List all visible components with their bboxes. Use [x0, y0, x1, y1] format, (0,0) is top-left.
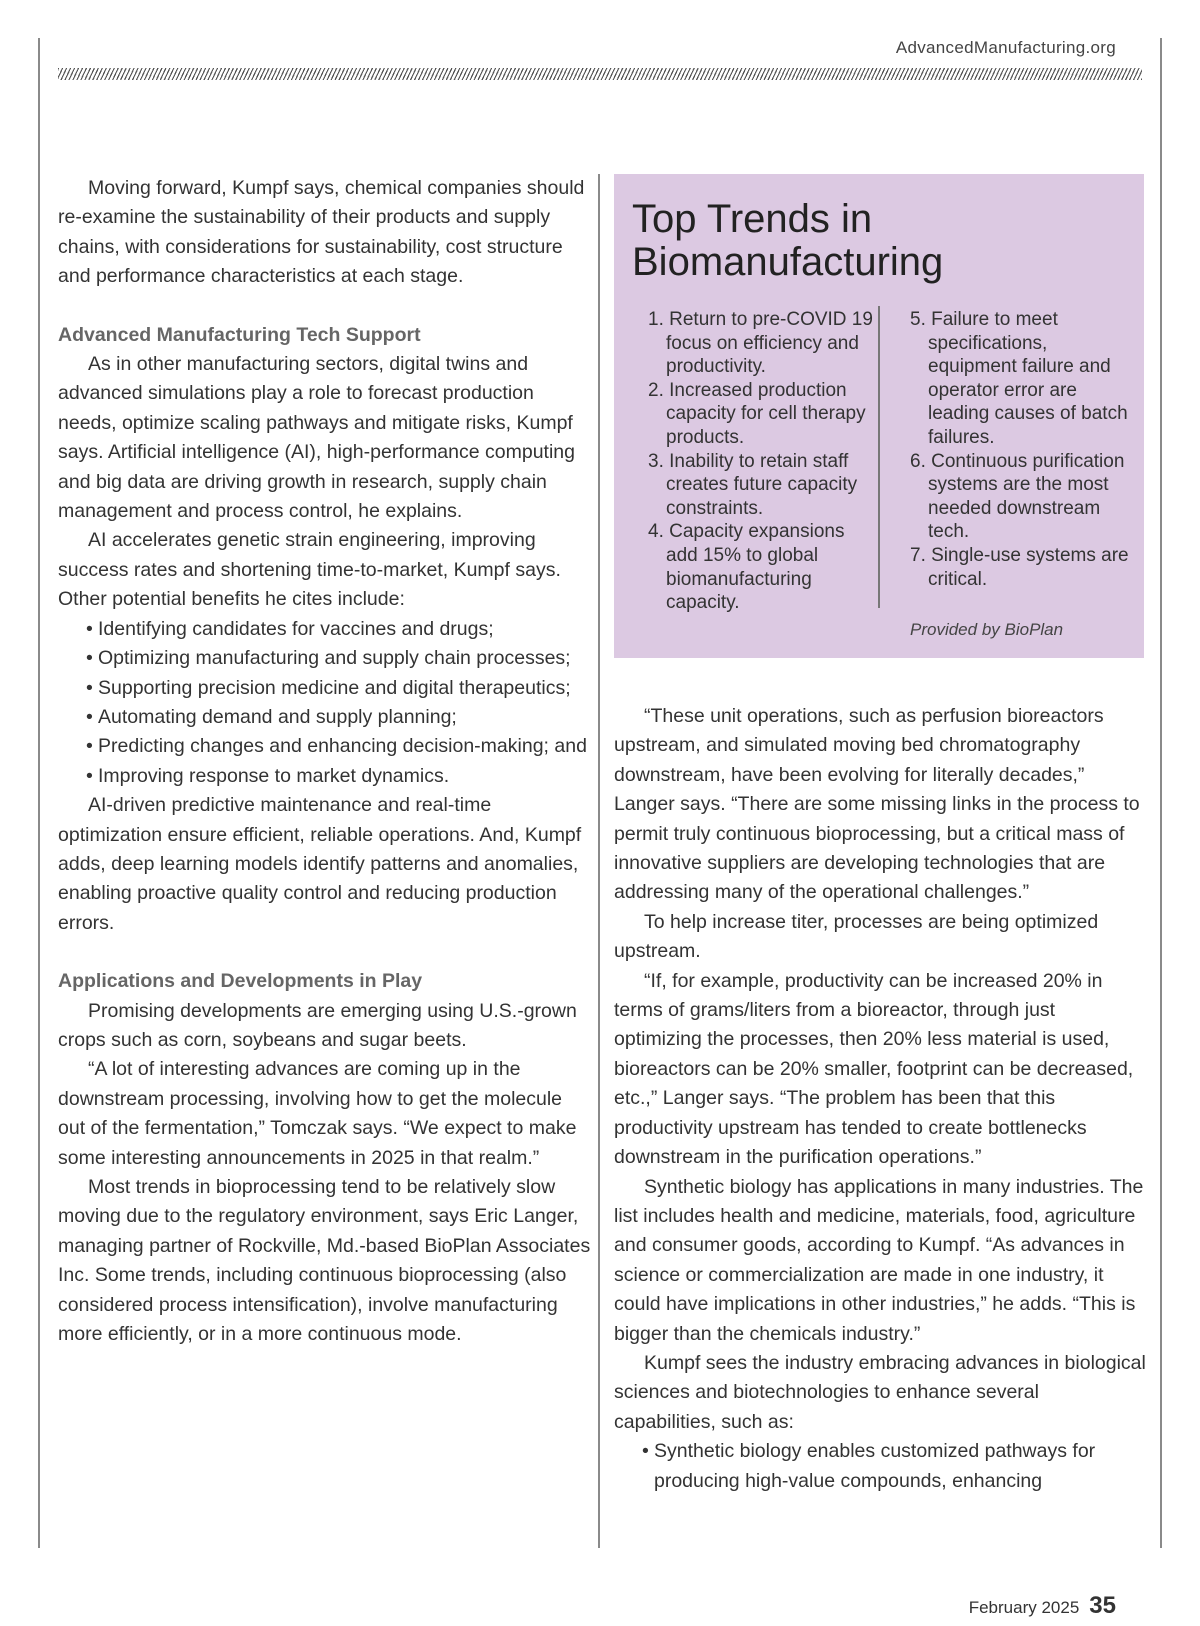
trends-divider	[878, 306, 880, 608]
trends-list-left	[648, 308, 876, 615]
trend-item: 1. Return to pre-COVID 19 focus on efficiency and productivity.	[648, 309, 873, 378]
list-item: • Predicting changes and enhancing decision-making; and	[58, 732, 593, 761]
paragraph: “A lot of interesting advances are coming up in the downstream processing, involving how to get the molecule out of the fermentation,” Tomczak says. “We expect to make some interesting announcements in 2025 in that realm.”	[58, 1058, 577, 1169]
left-column	[58, 174, 593, 1349]
trend-item: 2. Increased production capacity for cell therapy products.	[648, 379, 866, 448]
paragraph: “These unit operations, such as perfusion bioreactors upstream, and simulated moving bed chromatography downstream, have been evolving for literally decades,” Langer says. “There are some missing links in the process to permit truly continuous bioprocessing, but a critical mass of innovative suppliers are developing technologies that are addressing many of the operational challenges.”	[614, 705, 1140, 904]
paragraph: “If, for example, productivity can be increased 20% in terms of grams/liters from a bioreactor, through just optimizing the processes, then 20% less material is used, bioreactors can be 20% smaller, footprint can be decreased, etc.,” Langer says. “The problem has been that this productivity upstream has tended to create bottlenecks downstream in the purification operations.”	[614, 969, 1134, 1169]
benefits-list	[58, 615, 593, 791]
right-margin-rule	[1160, 38, 1162, 1548]
section-heading-applications: Applications and Developments in Play	[58, 970, 423, 993]
sidebar-credit: Provided by BioPlan	[910, 620, 1064, 639]
paragraph: Synthetic biology has applications in many industries. The list includes health and medicine, materials, food, agriculture and consumer goods, according to Kumpf. “As advances in science or commercialization are made in one industry, it could have implications in other industries,” he adds. “This is bigger than the chemicals industry.”	[614, 1175, 1144, 1345]
section-heading-tech-support: Advanced Manufacturing Tech Support	[58, 323, 421, 346]
list-item: • Supporting precision medicine and digital therapeutics;	[58, 674, 593, 703]
trend-item: 3. Inability to retain staff creates future capacity constraints.	[648, 450, 858, 519]
paragraph: To help increase titer, processes are being optimized upstream.	[614, 910, 1099, 963]
page-number: 35	[1089, 1592, 1116, 1619]
right-column	[614, 702, 1146, 1496]
list-item: • Automating demand and supply planning;	[58, 703, 593, 732]
paragraph: Kumpf sees the industry embracing advances in biological sciences and biotechnologies to enhance several capabilities, such as:	[614, 1351, 1146, 1433]
page-footer	[969, 1592, 1116, 1620]
site-url: AdvancedManufacturing.org	[895, 38, 1116, 57]
capabilities-list	[614, 1437, 1146, 1496]
paragraph: AI accelerates genetic strain engineering, improving success rates and shortening time-to-market, Kumpf says. Other potential benefits he cites include:	[58, 529, 561, 611]
trend-item: 6. Continuous purification systems are the most needed downstream tech.	[910, 450, 1125, 543]
paragraph: AI-driven predictive maintenance and real-time optimization ensure efficient, reliable operations. And, Kumpf adds, deep learning models identify patterns and anomalies, enabling proactive quality control and reducing production errors.	[58, 794, 582, 934]
issue-date: February 2025	[968, 1598, 1080, 1617]
list-item: • Identifying candidates for vaccines and drugs;	[58, 615, 593, 644]
paragraph: Most trends in bioprocessing tend to be relatively slow moving due to the regulatory environment, says Eric Langer, managing partner of Rockville, Md.-based BioPlan Associates Inc. Some trends, including continuous bioprocessing (also considered process intensification), involve manufacturing more efficiently, or in a more continuous mode.	[58, 1176, 591, 1346]
trend-item: 5. Failure to meet specifications, equipment failure and operator error are leading causes of batch failures.	[910, 309, 1128, 448]
trend-item: 4. Capacity expansions add 15% to global biomanufacturing capacity.	[648, 521, 845, 614]
trends-list-right	[910, 308, 1130, 591]
top-trends-sidebar	[614, 174, 1144, 658]
list-item: • Optimizing manufacturing and supply chain processes;	[58, 644, 593, 673]
left-margin-rule	[38, 38, 40, 1548]
header-hatch-bar	[58, 68, 1142, 80]
trend-item: 7. Single-use systems are critical.	[910, 544, 1129, 590]
column-divider-rule	[598, 174, 600, 1548]
sidebar-title: Top Trends in Biomanufacturing	[632, 197, 944, 284]
paragraph: As in other manufacturing sectors, digital twins and advanced simulations play a role to forecast production needs, optimize scaling pathways and mitigate risks, Kumpf says. Artificial intelligence (AI), high-performance computing and big data are driving growth in research, supply chain management and process control, he explains.	[58, 353, 575, 523]
list-item: • Synthetic biology enables customized pathways for producing high-value compounds, enhancing	[614, 1437, 1146, 1496]
list-item: • Improving response to market dynamics.	[58, 762, 593, 791]
paragraph: Promising developments are emerging using U.S.-grown crops such as corn, soybeans and sugar beets.	[58, 999, 577, 1051]
intro-paragraph: Moving forward, Kumpf says, chemical companies should re-examine the sustainability of their products and supply chains, with considerations for sustainability, cost structure and performance characteristics at each stage.	[58, 177, 585, 288]
